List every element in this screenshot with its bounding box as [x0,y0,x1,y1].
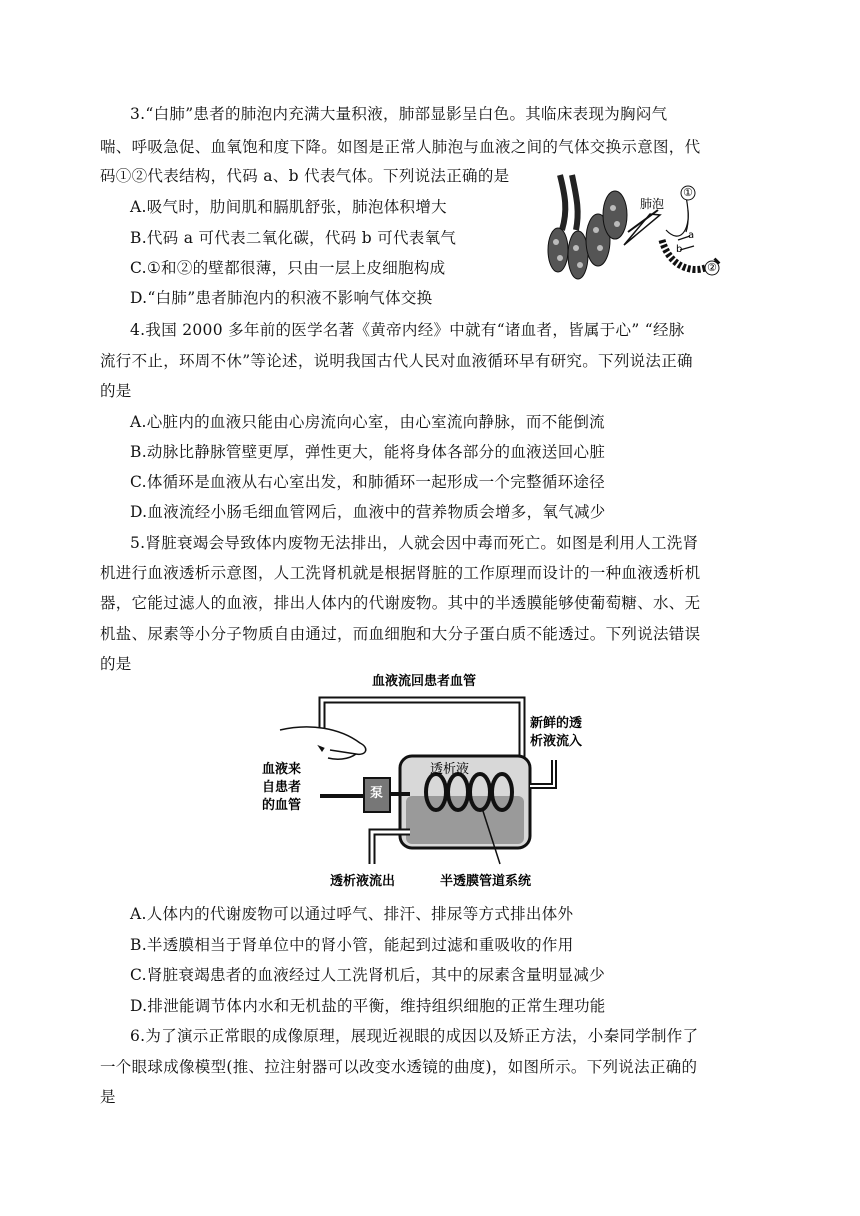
fresh-dialysate-label-2: 析液流入 [530,734,583,749]
q4-option-b: B.动脉比静脉管壁更厚，弹性更大，能将身体各部分的血液送回心脏 [130,443,606,461]
membrane-tube-label: 半透膜管道系统 [440,874,532,889]
q5-stem-line-3: 器，它能过滤人的血液，排出人体内的代谢废物。其中的半透膜能够使葡萄糖、水、无 [100,594,701,612]
q5-stem-line-1: 5.肾脏衰竭会导致体内废物无法排出，人就会因中毒而死亡。如图是利用人工洗肾 [130,534,699,552]
dialysate-out-label: 透析液流出 [330,874,396,889]
q4-option-a: A.心脏内的血液只能由心房流向心室，由心室流向静脉，而不能倒流 [130,413,605,431]
q5-stem-line-2: 机进行血液透析示意图，人工洗肾机就是根据肾脏的工作原理而设计的一种血液透析机 [100,564,701,582]
q4-stem-line-3: 的是 [100,382,132,400]
fresh-dialysate-label-1: 新鲜的透 [530,716,583,731]
q3-stem-line-1: 3.“白肺”患者的肺泡内充满大量积液，肺部显影呈白色。其临床表现为胸闷气 [130,105,668,123]
q5-option-d: D.排泄能调节体内水和无机盐的平衡，维持组织细胞的正常生理功能 [130,997,606,1015]
q5-stem-line-4: 机盐、尿素等小分子物质自由通过，而血细胞和大分子蛋白质不能透过。下列说法错误 [100,625,701,643]
q3-option-b: B.代码 a 可代表二氧化碳，代码 b 可代表氧气 [130,229,457,247]
dialysis-diagram [260,668,583,898]
q3-option-a: A.吸气时，肋间肌和膈肌舒张，肺泡体积增大 [130,198,447,216]
pump-label: 泵 [370,786,384,801]
alveolus-label: 肺泡 [640,197,665,211]
q5-option-a: A.人体内的代谢废物可以通过呼气、排汗、排尿等方式排出体外 [130,905,574,923]
q6-stem-line-1: 6.为了演示正常眼的成像原理，展现近视眼的成因以及矫正方法，小秦同学制作了 [130,1027,699,1045]
q4-option-c: C.体循环是血液从右心室出发，和肺循环一起形成一个完整循环途径 [130,473,606,491]
alveolus-gas-exchange-figure [540,170,740,290]
blood-return-label: 血液流回患者血管 [372,674,477,689]
q4-option-d: D.血液流经小肠毛细血管网后，血液中的营养物质会增多，氧气减少 [130,503,606,521]
q5-stem-line-5: 的是 [100,655,132,673]
q3-stem-line-2: 喘、呼吸急促、血氧饱和度下降。如图是正常人肺泡与血液之间的气体交换示意图，代 [100,138,701,156]
gas-a-label: a [688,230,695,241]
gas-b-label: b [676,244,683,255]
dialysis-machine-figure [260,668,583,898]
blood-source-label-1: 血液来 [262,762,302,777]
q3-option-c: C.①和②的壁都很薄，只由一层上皮细胞构成 [130,259,446,277]
structure-1-label: ① [683,186,693,199]
blood-source-label-3: 的血管 [262,798,302,813]
q3-option-d: D.“白肺”患者肺泡内的积液不影响气体交换 [130,289,433,307]
q4-stem-line-1: 4.我国 2000 多年前的医学名著《黄帝内经》中就有“诸血者，皆属于心” “经脉 [130,321,685,339]
q6-stem-line-3: 是 [100,1088,116,1106]
q6-stem-line-2: 一个眼球成像模型(推、拉注射器可以改变水透镜的曲度)，如图所示。下列说法正确的 [100,1058,698,1076]
dialysate-label: 透析液 [430,762,470,777]
q3-stem-line-3: 码①②代表结构，代码 a、b 代表气体。下列说法正确的是 [100,167,510,185]
structure-2-label: ② [707,261,717,274]
q5-option-c: C.肾脏衰竭患者的血液经过人工洗肾机后，其中的尿素含量明显减少 [130,966,606,984]
q5-option-b: B.半透膜相当于肾单位中的肾小管，能起到过滤和重吸收的作用 [130,936,574,954]
blood-source-label-2: 自患者 [262,780,302,795]
q4-stem-line-2: 流行不止，环周不休”等论述，说明我国古代人民对血液循环早有研究。下列说法正确 [100,352,693,370]
